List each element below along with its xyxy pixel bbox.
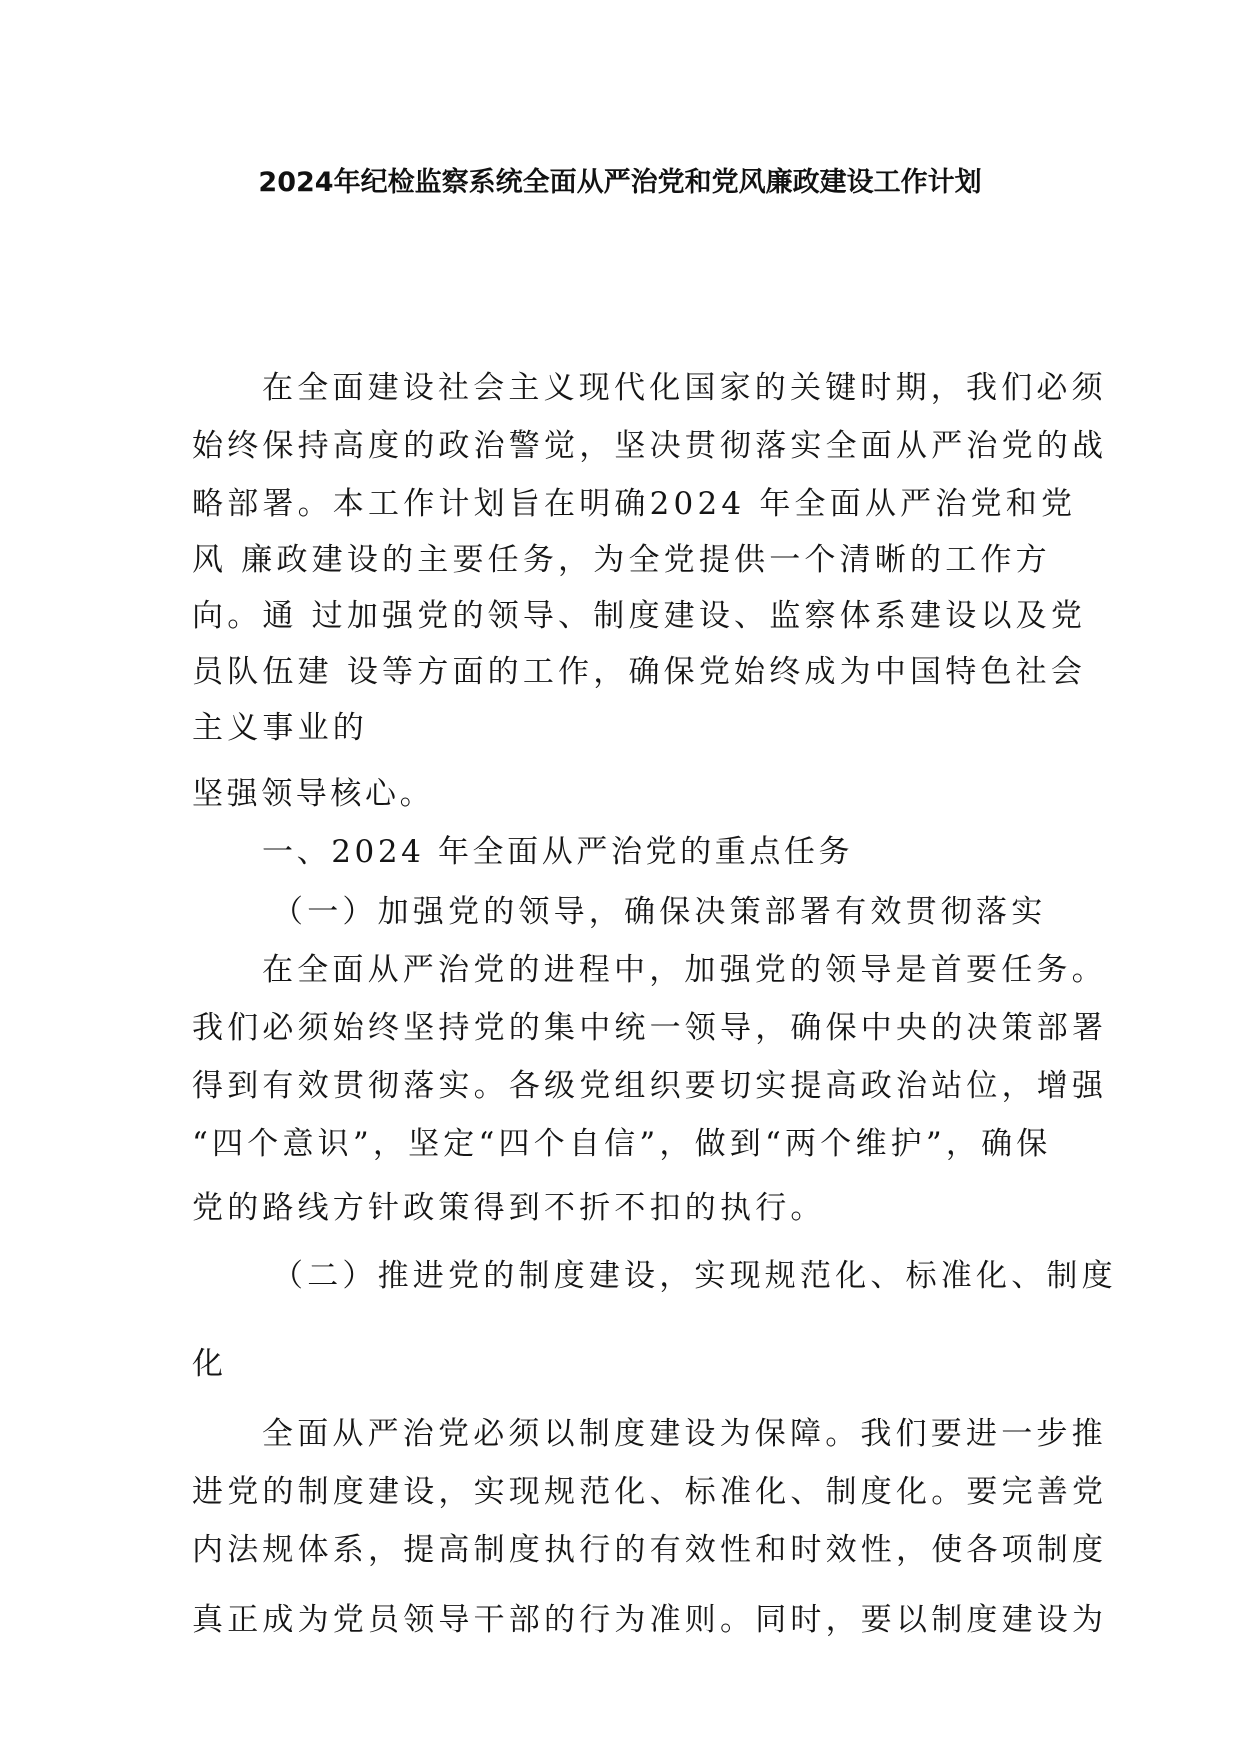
paragraph-line: 向。通 过加强党的领导、制度建设、监察体系建设以及党 [192,598,1087,634]
paragraph-line: 党的路线方针政策得到不折不扣的执行。 [192,1190,826,1226]
paragraph-line: 得到有效贯彻落实。各级党组织要切实提高政治站位，增强 [192,1068,1108,1104]
paragraph-line: 略部署。本工作计划旨在明确2024 年全面从严治党和党 [192,486,1077,522]
paragraph-line: 内法规体系，提高制度执行的有效性和时效性，使各项制度 [192,1532,1108,1568]
document-title: 2024年纪检监察系统全面从严治党和党风廉政建设工作计划 [258,167,982,198]
subsection-heading-continuation: 化 [192,1346,223,1382]
subsection-heading: （一）加强党的领导，确保决策部署有效贯彻落实 [272,894,1047,930]
paragraph-line: 员队伍建 设等方面的工作，确保党始终成为中国特色社会 [192,654,1087,690]
paragraph-line: 始终保持高度的政治警觉，坚决贯彻落实全面从严治党的战 [192,428,1108,464]
paragraph-line: 我们必须始终坚持党的集中统一领导，确保中央的决策部署 [192,1010,1108,1046]
paragraph-line: 主义事业的 [192,710,368,746]
paragraph-line: 风 廉政建设的主要任务，为全党提供一个清晰的工作方 [192,542,1051,578]
subsection-heading: （二）推进党的制度建设，实现规范化、标准化、制度 [272,1258,1117,1294]
paragraph-line: 坚强领导核心。 [192,776,435,812]
paragraph-line: 全面从严治党必须以制度建设为保障。我们要进一步推 [262,1416,1107,1452]
paragraph-line: 真正成为党员领导干部的行为准则。同时，要以制度建设为 [192,1602,1108,1638]
paragraph-line: “四个意识”，坚定“四个自信”，做到“两个维护”，确保 [192,1126,1052,1162]
paragraph-line: 进党的制度建设，实现规范化、标准化、制度化。要完善党 [192,1474,1108,1510]
section-heading: 一、2024 年全面从严治党的重点任务 [262,834,854,870]
paragraph-line: 在全面从严治党的进程中，加强党的领导是首要任务。 [262,952,1107,988]
paragraph-line: 在全面建设社会主义现代化国家的关键时期，我们必须 [262,370,1107,406]
